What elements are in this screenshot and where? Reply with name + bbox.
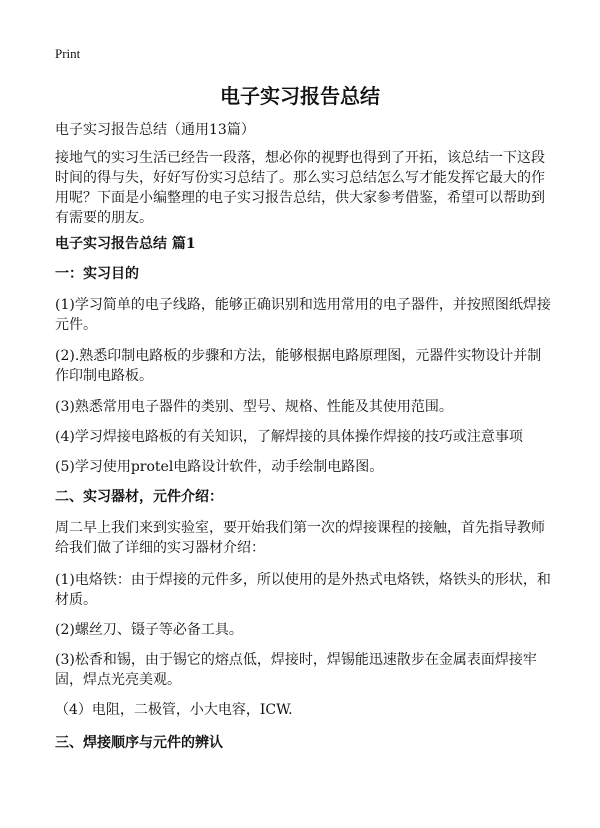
- part3-heading: 三、焊接顺序与元件的辨认: [55, 735, 223, 751]
- list-item: (5)学习使用protel电路设计软件，动手绘制电路图。: [55, 459, 384, 475]
- list-item: (3)松香和锡，由于锡它的熔点低，焊接时，焊锡能迅速散步在金属表面焊接牢固，焊点光亮美观。: [55, 652, 537, 688]
- page-title: 电子实习报告总结: [220, 84, 380, 108]
- print-link[interactable]: Print: [55, 46, 81, 61]
- list-item: (2).熟悉印制电路板的步骤和方法，能够根据电路原理图，元器件实物设计并制作印制电路板。: [55, 348, 542, 384]
- intro-paragraph: 接地气的实习生活已经告一段落，想必你的视野也得到了开拓，该总结一下这段时间的得与失，好好写份实习总结了。那么实习总结怎么写才能发挥它最大的作用呢？下面是小编整理的电子实习报告总结，供大家参考借鉴，希望可以帮助到有需要的朋友。: [55, 150, 545, 226]
- list-item: (1)电烙铁：由于焊接的元件多，所以使用的是外热式电烙铁，烙铁头的形状，和材质。: [55, 572, 551, 608]
- section-title: 电子实习报告总结 篇1: [55, 236, 196, 252]
- list-item: (1)学习简单的电子线路，能够正确识别和选用常用的电子器件，并按照图纸焊接元件。: [55, 297, 551, 333]
- list-item: (4)学习焊接电路板的有关知识，了解焊接的具体操作焊接的技巧或注意事项: [55, 429, 523, 445]
- part1-heading: 一：实习目的: [55, 266, 139, 282]
- list-item: (2)螺丝刀、镊子等必备工具。: [55, 622, 243, 638]
- subtitle: 电子实习报告总结（通用13篇）: [55, 122, 255, 138]
- list-item: （4）电阻，二极管，小大电容，ICW.: [55, 702, 293, 718]
- part2-heading: 二、实习器材，元件介绍：: [55, 489, 223, 505]
- list-item: (3)熟悉常用电子器件的类别、型号、规格、性能及其使用范围。: [55, 399, 453, 415]
- part2-intro: 周二早上我们来到实验室，要开始我们第一次的焊接课程的接触，首先指导教师给我们做了详细的实习器材介绍：: [55, 520, 545, 556]
